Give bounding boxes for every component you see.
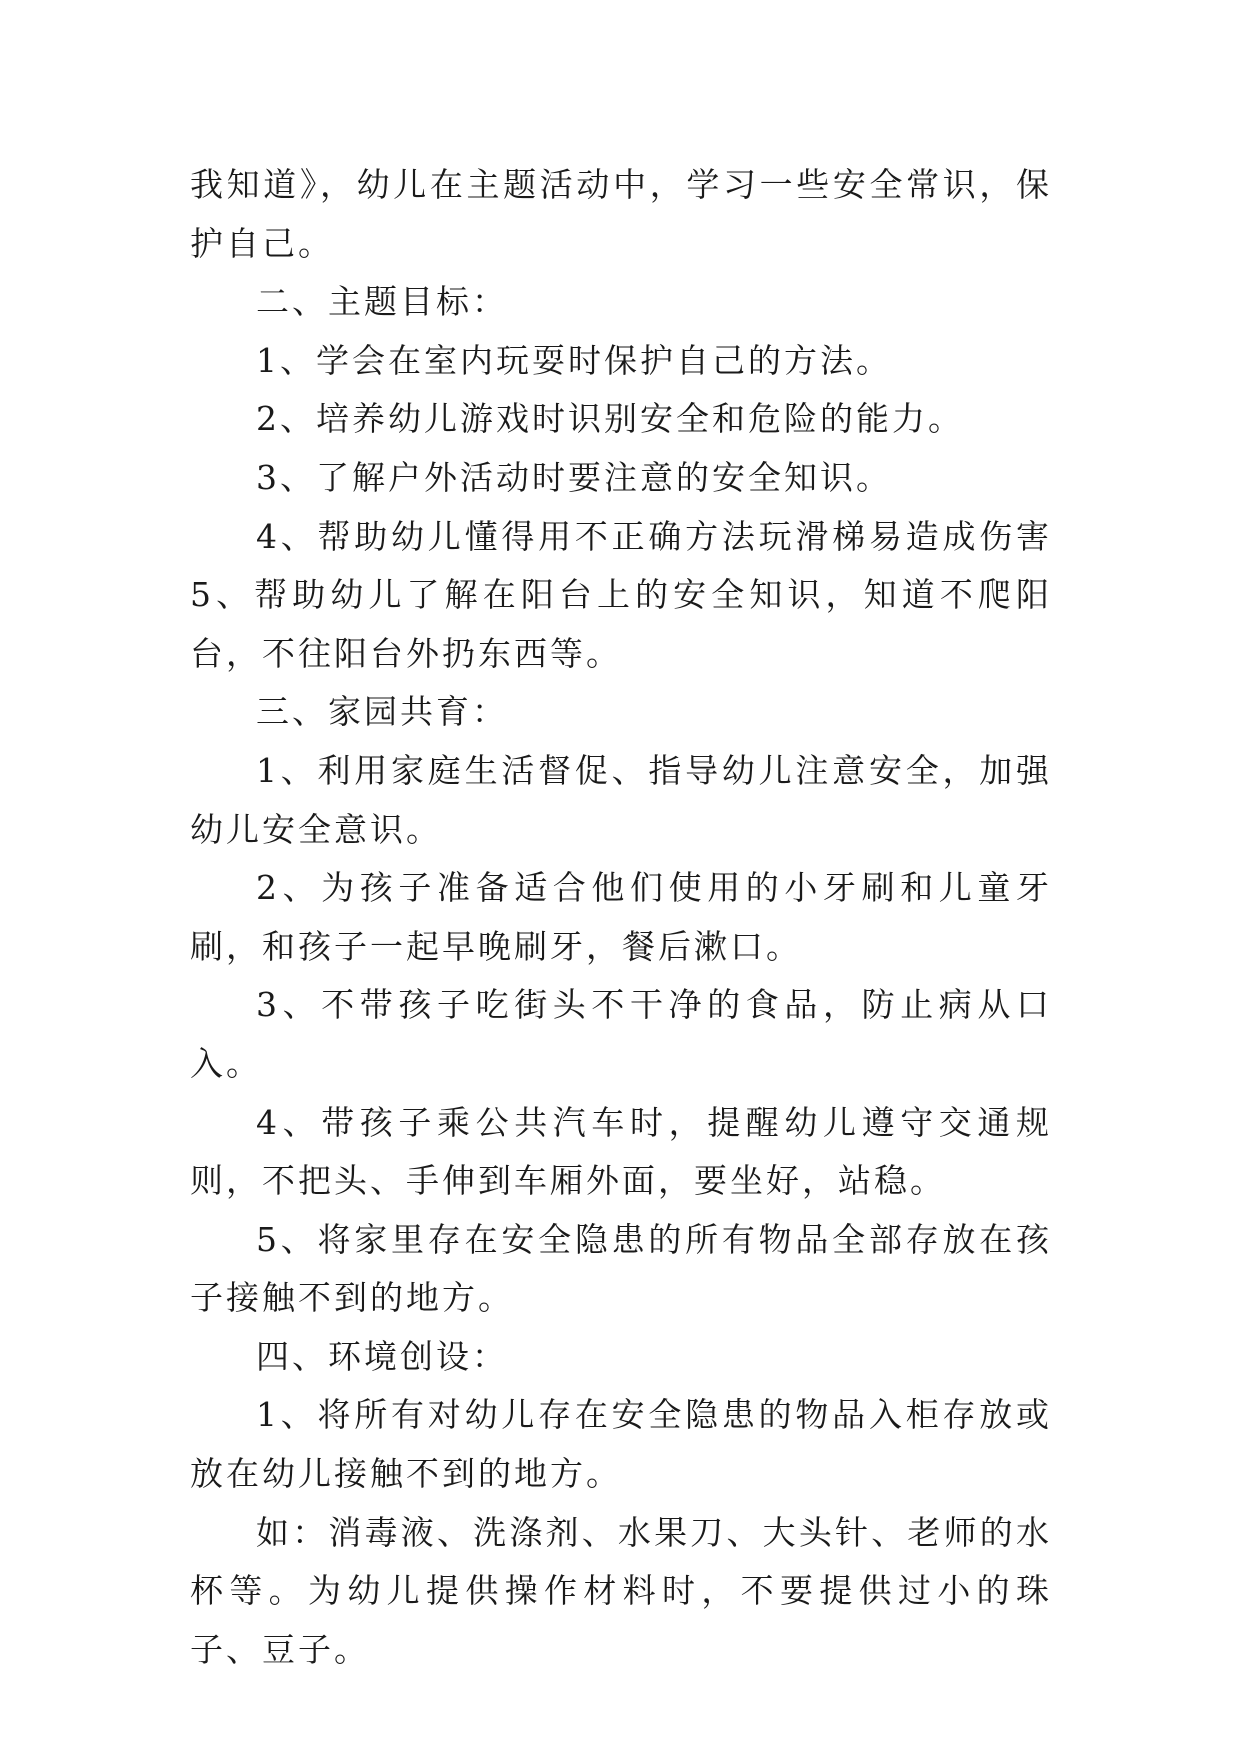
heading-home-school: 三、家园共育： [256, 692, 508, 732]
home-school-item-5: 5、将家里存在安全隐患的所有物品全部存放在孩子接触不到的地方。 [190, 1219, 1052, 1318]
document-body [190, 156, 1052, 1679]
home-school-item-4: 4、带孩子乘公共汽车时，提醒幼儿遵守交通规则，不把头、手伸到车厢外面，要坐好，站稳。 [190, 1102, 1052, 1201]
environment-example: 如：消毒液、洗涤剂、水果刀、大头针、老师的水杯等。为幼儿提供操作材料时，不要提供过小的珠子、豆子。 [190, 1512, 1052, 1669]
goal-item-1: 1、学会在室内玩耍时保护自己的方法。 [256, 340, 892, 380]
heading-environment: 四、环境创设： [256, 1336, 508, 1376]
home-school-item-3: 3、不带孩子吃街头不干净的食品，防止病从口入。 [190, 985, 1052, 1083]
goal-item-4-5: 4、帮助幼儿懂得用不正确方法玩滑梯易造成伤害5、帮助幼儿了解在阳台上的安全知识，知道不爬阳台，不往阳台外扔东西等。 [190, 516, 1052, 673]
home-school-item-2: 2、为孩子准备适合他们使用的小牙刷和儿童牙刷，和孩子一起早晚刷牙，餐后漱口。 [190, 868, 1052, 966]
paragraph-intro-continuation: 我知道》，幼儿在主题活动中，学习一些安全常识，保护自己。 [190, 165, 1052, 263]
home-school-item-1: 1、利用家庭生活督促、指导幼儿注意安全，加强幼儿安全意识。 [190, 750, 1052, 849]
environment-item-1: 1、将所有对幼儿存在安全隐患的物品入柜存放或放在幼儿接触不到的地方。 [190, 1395, 1052, 1494]
goal-item-2: 2、培养幼儿游戏时识别安全和危险的能力。 [256, 399, 964, 439]
goal-item-3: 3、了解户外活动时要注意的安全知识。 [256, 457, 892, 497]
heading-theme-goals: 二、主题目标： [256, 282, 508, 322]
